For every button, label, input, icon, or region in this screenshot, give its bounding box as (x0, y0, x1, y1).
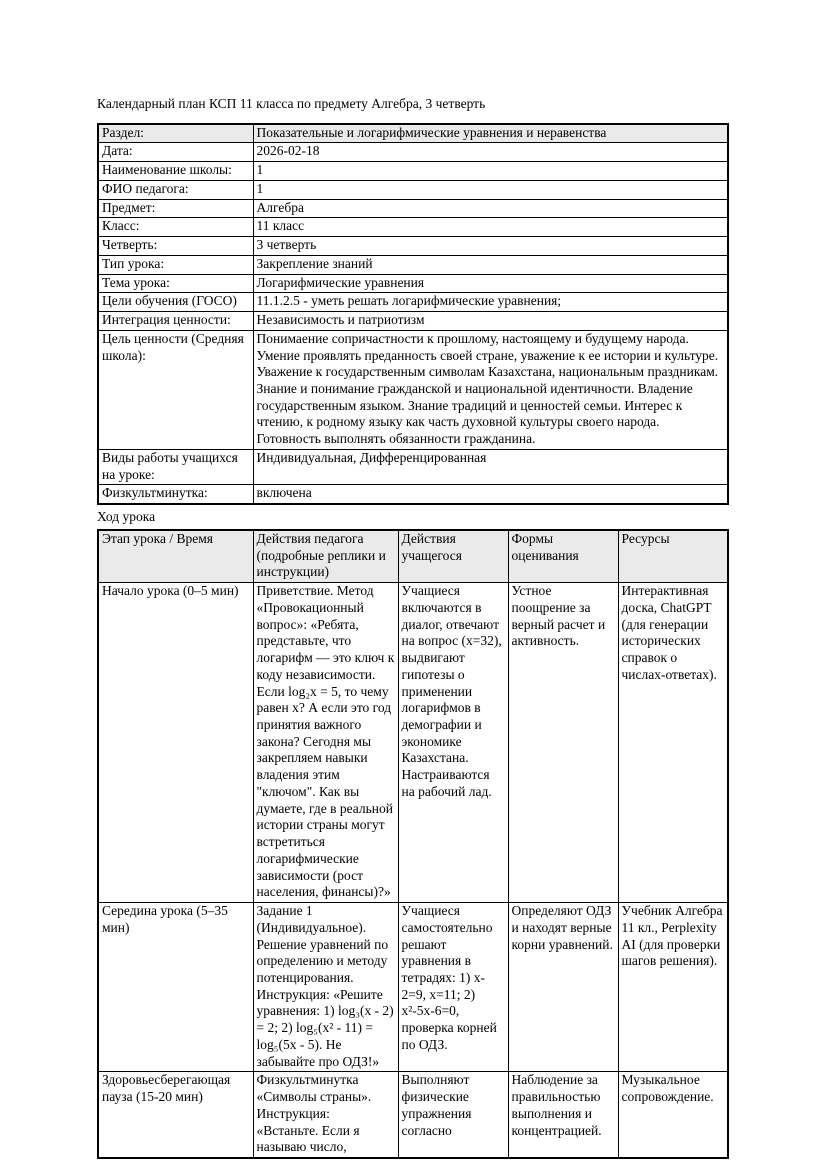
info-label: Тип урока: (98, 255, 253, 274)
info-row-values-integration (98, 312, 728, 331)
student-cell: Учащиеся самостоятельно решают уравнения в тетрадях: 1) x-2=9, x=11; 2) x²-5x-6=0, проверка корней по ОДЗ. (398, 903, 508, 1072)
info-label: Раздел: (98, 124, 253, 143)
info-label: Четверть: (98, 237, 253, 256)
info-label: Физкультминутка: (98, 485, 253, 504)
info-row-teacher-name (98, 180, 728, 199)
info-value: 3 четверть (253, 237, 728, 256)
info-label: Наименование школы: (98, 162, 253, 181)
info-label: ФИО педагога: (98, 180, 253, 199)
header-assessment: Формы оценивания (508, 530, 618, 583)
info-label: Класс: (98, 218, 253, 237)
header-teacher-actions: Действия педагога (подробные реплики и инструкции) (253, 530, 398, 583)
info-row-section (98, 124, 728, 143)
info-row-subject (98, 199, 728, 218)
info-row-date (98, 143, 728, 162)
info-value: Показательные и логарифмические уравнения и неравенства (253, 124, 728, 143)
info-row-lesson-topic (98, 274, 728, 293)
resources-cell: Музыкальное сопровождение. (618, 1072, 728, 1158)
info-row-phys-minute (98, 485, 728, 504)
lesson-table (97, 529, 729, 1159)
info-label: Виды работы учащихся на уроке: (98, 449, 253, 484)
info-table (97, 123, 729, 505)
stage-cell: Середина урока (5–35 мин) (98, 903, 253, 1072)
info-row-work-types (98, 449, 728, 484)
assessment-cell: Наблюдение за правильностью выполнения и концентрацией. (508, 1072, 618, 1158)
lesson-row-start (98, 583, 728, 903)
info-value: Понимаение сопричастности к прошлому, настоящему и будущему народа. Умение проявлять преданность своей стране, уважение к ее истории и культуре. Уважение к государственным символам Казахстана, национальным праздникам. Знание и понимание гражданской и национальной идентичности. Владение государственным языком. Знание традиций и ценностей семьи. Интерес к чтению, к родному языку как часть духовной культуры своего народа. Готовность выполнять обязанности гражданина. (253, 330, 728, 449)
info-row-values-goal (98, 330, 728, 449)
info-value: включена (253, 485, 728, 504)
info-row-goals (98, 293, 728, 312)
lesson-flow-heading: Ход урока (97, 509, 156, 525)
header-resources: Ресурсы (618, 530, 728, 583)
info-value: 2026-02-18 (253, 143, 728, 162)
info-row-school (98, 162, 728, 181)
info-value: Индивидуальная, Дифференцированная (253, 449, 728, 484)
info-row-lesson-type (98, 255, 728, 274)
document-page (97, 96, 727, 1159)
info-value: 11.1.2.5 - уметь решать логарифмические уравнения; (253, 293, 728, 312)
info-row-class (98, 218, 728, 237)
page-title: Календарный план КСП 11 класса по предмету Алгебра, 3 четверть (97, 96, 486, 111)
info-label: Цель ценности (Средняя школа): (98, 330, 253, 449)
info-value: 1 (253, 180, 728, 199)
info-label: Предмет: (98, 199, 253, 218)
info-row-quarter (98, 237, 728, 256)
info-value: 11 класс (253, 218, 728, 237)
student-cell: Учащиеся включаются в диалог, отвечают на вопрос (x=32), выдвигают гипотезы о применении логарифмов в демографии и экономике Казахстана. Настраиваются на рабочий лад. (398, 583, 508, 903)
info-label: Цели обучения (ГОСО) (98, 293, 253, 312)
info-value: Алгебра (253, 199, 728, 218)
info-value: Логарифмические уравнения (253, 274, 728, 293)
lesson-header-row (98, 530, 728, 583)
assessment-cell: Устное поощрение за верный расчет и активность. (508, 583, 618, 903)
header-student-actions: Действия учащегося (398, 530, 508, 583)
resources-cell: Учебник Алгебра 11 кл., Perplexity AI (для проверки шагов решения). (618, 903, 728, 1072)
stage-cell: Здоровьесберегающая пауза (15-20 мин) (98, 1072, 253, 1158)
info-label: Интеграция ценности: (98, 312, 253, 331)
stage-cell: Начало урока (0–5 мин) (98, 583, 253, 903)
assessment-cell: Определяют ОДЗ и находят верные корни уравнений. (508, 903, 618, 1072)
header-stage: Этап урока / Время (98, 530, 253, 583)
info-label: Тема урока: (98, 274, 253, 293)
teacher-cell: Приветствие. Метод «Провокационный вопрос»: «Ребята, представьте, что логарифм — это ключ к коду независимости. Если log₂x = 5, то чему равен x? А если это год принятия важного закона? Сегодня мы закрепляем навыки владения этим "ключом". Как вы думаете, где в реальной истории страны могут встретиться логарифмические зависимости (рост населения, финансы)?» (253, 583, 398, 903)
info-label: Дата: (98, 143, 253, 162)
teacher-cell: Физкультминутка «Символы страны». Инструкция: «Встаньте. Если я называю число, (253, 1072, 398, 1158)
info-value: Независимость и патриотизм (253, 312, 728, 331)
lesson-row-health-pause (98, 1072, 728, 1158)
info-value: Закрепление знаний (253, 255, 728, 274)
lesson-row-middle (98, 903, 728, 1072)
student-cell: Выполняют физические упражнения согласно (398, 1072, 508, 1158)
info-value: 1 (253, 162, 728, 181)
teacher-cell: Задание 1 (Индивидуальное). Решение уравнений по определению и методу потенцирования. Инструкция: «Решите уравнения: 1) log₃(x - 2) = 2; 2) log₅(x² - 11) = log₅(5x - 5). Не забывайте про ОДЗ!» (253, 903, 398, 1072)
resources-cell: Интерактивная доска, ChatGPT (для генерации исторических справок о числах-ответах). (618, 583, 728, 903)
